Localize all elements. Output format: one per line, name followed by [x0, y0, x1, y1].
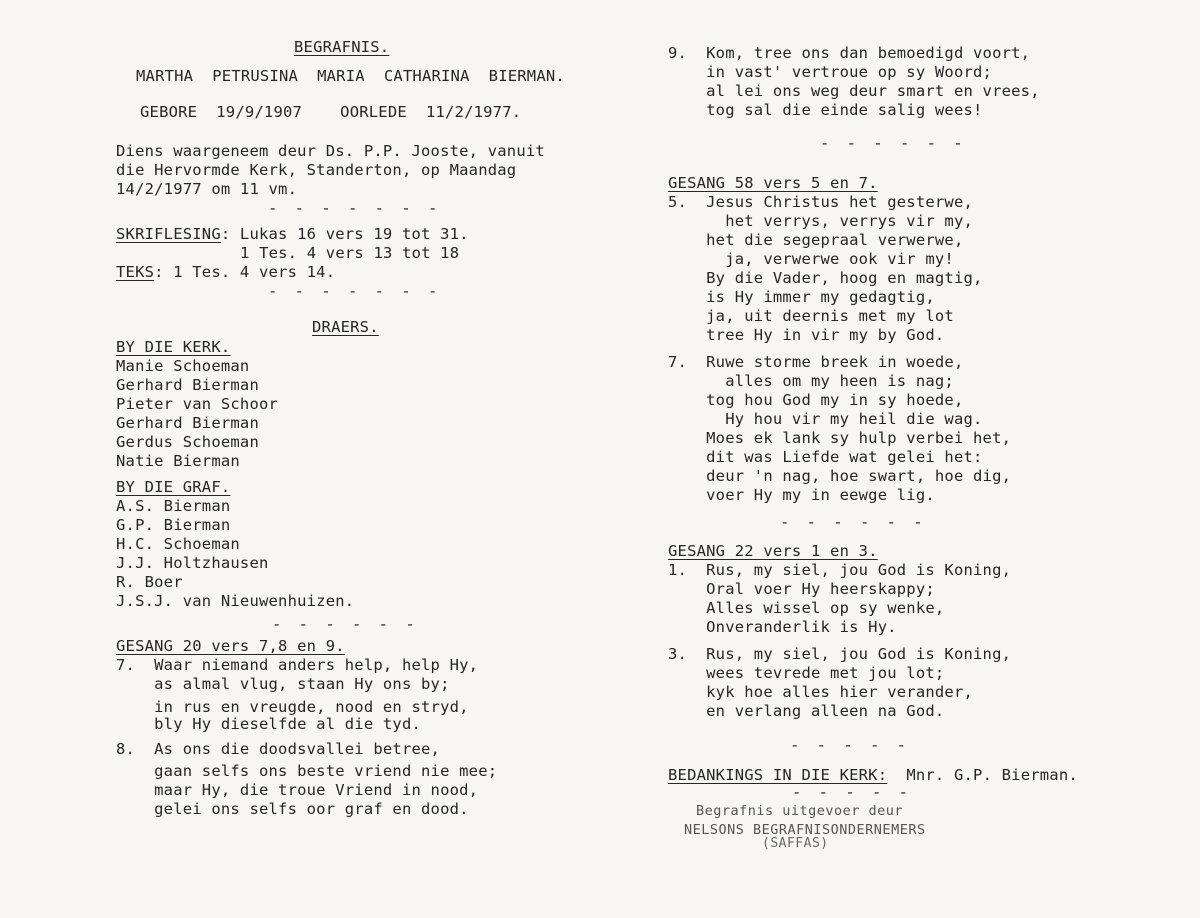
bearers-heading: DRAERS. [312, 318, 379, 336]
church-bearer: Manie Schoeman [116, 357, 250, 375]
church-bearer: Gerhard Bierman [116, 414, 259, 432]
undertaker-stamp-sub: (SAFFAS) [762, 836, 829, 851]
hymn-line: in vast' vertroue op sy Woord; [668, 63, 993, 81]
separator: - - - - - - - [268, 282, 442, 300]
scripture-reading-1: : Lukas 16 vers 19 tot 31. [220, 225, 469, 243]
church-bearer: Pieter van Schoor [116, 395, 279, 413]
hymn-line: en verlang alleen na God. [668, 702, 945, 720]
hymn-line: Oral voer Hy heerskappy; [668, 580, 935, 598]
grave-bearer: H.C. Schoeman [116, 535, 240, 553]
hymn-line: gaan selfs ons beste vriend nie mee; [116, 762, 498, 780]
hymn-line: het die segepraal verwerwe, [668, 231, 964, 249]
hymn-line: alles om my heen is nag; [668, 372, 954, 390]
hymn-line: gelei ons selfs oor graf en dood. [116, 800, 469, 818]
thanks-value: Mnr. G.P. Bierman. [906, 766, 1078, 784]
hymn-line: Moes ek lank sy hulp verbei het, [668, 429, 1012, 447]
separator: - - - - - - [780, 513, 927, 531]
thanks-label: BEDANKINGS IN DIE KERK: [668, 766, 888, 784]
grave-bearer: R. Boer [116, 573, 183, 591]
hymn-line: kyk hoe alles hier verander, [668, 683, 974, 701]
church-bearers-heading: BY DIE KERK. [116, 338, 231, 356]
hymn-line: ja, uit deernis met my lot [668, 307, 954, 325]
hymn-line: voer Hy my in eewge lig. [668, 486, 935, 504]
hymn-line: 1. Rus, my siel, jou God is Koning, [668, 561, 1012, 579]
church-bearer: Gerdus Schoeman [116, 433, 259, 451]
service-line-3: 14/2/1977 om 11 vm. [116, 180, 298, 198]
separator: - - - - - - - [268, 199, 442, 217]
scripture-reading-2: 1 Tes. 4 vers 13 tot 18 [240, 244, 460, 262]
separator: - - - - - [790, 736, 910, 754]
scripture-reading [116, 225, 469, 244]
hymn-line: tog sal die einde salig wees! [668, 101, 983, 119]
hymn-line: wees tevrede met jou lot; [668, 664, 945, 682]
hymn-line: Alles wissel op sy wenke, [668, 599, 945, 617]
sermon-text [116, 263, 335, 282]
hymn-line: as almal vlug, staan Hy ons by; [116, 675, 450, 693]
church-bearer: Natie Bierman [116, 452, 240, 470]
hymn-20-heading: GESANG 20 vers 7,8 en 9. [116, 637, 345, 655]
hymn-line: deur 'n nag, hoe swart, hoe dig, [668, 467, 1012, 485]
hymn-line: dit was Liefde wat gelei het: [668, 448, 983, 466]
separator: - - - - - [792, 783, 912, 801]
separator: - - - - - - [820, 134, 967, 152]
service-line-2: die Hervormde Kerk, Standerton, op Maandag [116, 161, 517, 179]
hymn-line: is Hy immer my gedagtig, [668, 288, 935, 306]
grave-bearers-heading: BY DIE GRAF. [116, 478, 231, 496]
hymn-line: bly Hy dieselfde al die tyd. [116, 715, 422, 733]
grave-bearer: J.J. Holtzhausen [116, 554, 269, 572]
hymn-line: 3. Rus, my siel, jou God is Koning, [668, 645, 1012, 663]
deceased-name: MARTHA PETRUSINA MARIA CATHARINA BIERMAN. [136, 67, 565, 85]
scripture-reading-label: SKRIFLESING [116, 225, 221, 243]
hymn-line: het verrys, verrys vir my, [668, 212, 974, 230]
hymn-line: maar Hy, die troue Vriend in nood, [116, 781, 479, 799]
service-line-1: Diens waargeneem deur Ds. P.P. Jooste, vanuit [116, 142, 545, 160]
hymn-line: 8. As ons die doodsvallei betree, [116, 740, 441, 758]
sermon-text-label: TEKS [116, 263, 155, 281]
hymn-line: 7. Waar niemand anders help, help Hy, [116, 656, 479, 674]
undertaker-stamp: NELSONS BEGRAFNISONDERNEMERS [684, 822, 926, 838]
hymn-line: ja, verwerwe ook vir my! [668, 250, 954, 268]
hymn-line: 7. Ruwe storme breek in woede, [668, 353, 964, 371]
document-title: BEGRAFNIS. [294, 38, 390, 56]
hymn-22-heading: GESANG 22 vers 1 en 3. [668, 542, 878, 560]
hymn-line: Onveranderlik is Hy. [668, 618, 897, 636]
hymn-line: 9. Kom, tree ons dan bemoedigd voort, [668, 44, 1031, 62]
hymn-line: in rus en vreugde, nood en stryd, [116, 698, 469, 716]
separator: - - - - - - [272, 615, 419, 633]
hymn-line: 5. Jesus Christus het gesterwe, [668, 193, 974, 211]
undertaker-line-1: Begrafnis uitgevoer deur [696, 803, 904, 819]
church-bearer: Gerhard Bierman [116, 376, 259, 394]
grave-bearer: J.S.J. van Nieuwenhuizen. [116, 592, 355, 610]
birth-death-dates: GEBORE 19/9/1907 OORLEDE 11/2/1977. [140, 103, 522, 121]
hymn-line: tree Hy in vir my by God. [668, 326, 945, 344]
grave-bearer: G.P. Bierman [116, 516, 231, 534]
hymn-line: By die Vader, hoog en magtig, [668, 269, 983, 287]
hymn-line: tog hou God my in sy hoede, [668, 391, 964, 409]
grave-bearer: A.S. Bierman [116, 497, 231, 515]
hymn-line: al lei ons weg deur smart en vrees, [668, 82, 1040, 100]
sermon-text-value: : 1 Tes. 4 vers 14. [154, 263, 336, 281]
hymn-line: Hy hou vir my heil die wag. [668, 410, 983, 428]
hymn-58-heading: GESANG 58 vers 5 en 7. [668, 174, 878, 192]
